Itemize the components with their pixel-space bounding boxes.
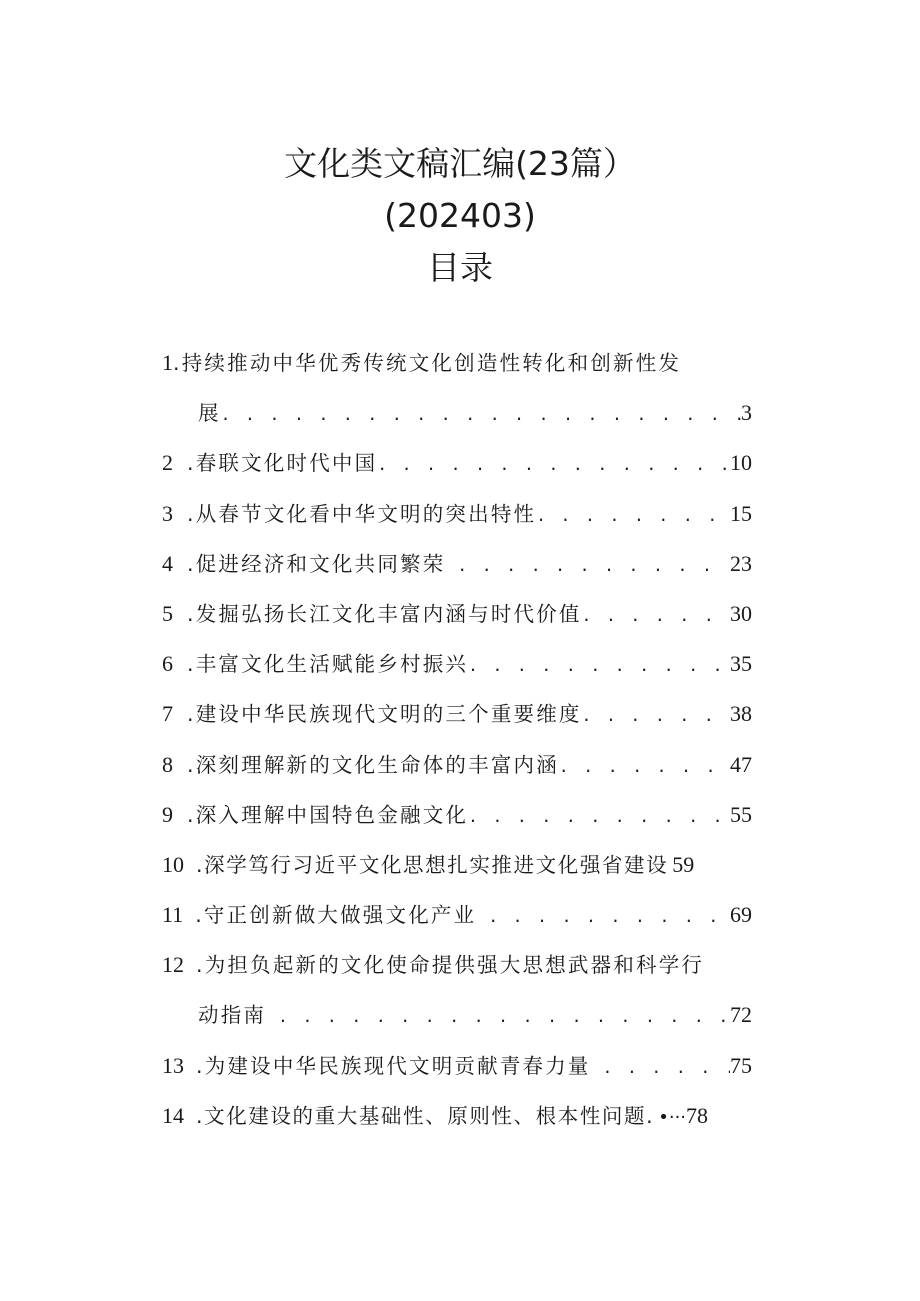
- toc-entry-number: 14: [162, 1102, 184, 1128]
- toc-entry-page: 15: [730, 500, 752, 526]
- toc-entry-number: 5: [162, 600, 173, 626]
- toc-entry-4[interactable]: [162, 539, 752, 589]
- toc-entry-number: 9: [162, 801, 173, 827]
- table-of-contents: [162, 338, 752, 1141]
- toc-entry-page: 72: [730, 1002, 752, 1028]
- toc-entry-number: 10: [162, 851, 184, 877]
- toc-entry-title: .促进经济和文化共同繁荣: [187, 551, 446, 576]
- toc-entry-2[interactable]: [162, 438, 752, 488]
- toc-entry-page: 23: [730, 550, 752, 576]
- toc-entry-title: .深学笃行习近平文化思想扎实推进文化强省建设: [196, 852, 669, 877]
- title-line-3: 目录: [427, 248, 493, 287]
- toc-entry-title: .为建设中华民族现代文明贡献青春力量: [196, 1053, 591, 1078]
- toc-entry-page: 59: [672, 851, 695, 877]
- toc-entry-page: 55: [730, 801, 752, 827]
- toc-entry-page: 30: [730, 600, 752, 626]
- toc-entry-title-continued: 动指南: [198, 1003, 267, 1028]
- toc-entry-page: 10: [730, 450, 752, 476]
- toc-entry-number: 2: [162, 450, 173, 476]
- toc-entry-number: 3: [162, 500, 173, 526]
- toc-leader-dots: [488, 892, 730, 940]
- toc-entry-page: 38: [730, 701, 752, 727]
- toc-leader-dots: [221, 390, 741, 438]
- toc-entry-number: 7: [162, 701, 173, 727]
- toc-leader-dots: [468, 641, 730, 689]
- toc-entry-page: 69: [730, 902, 752, 928]
- toc-entry-5[interactable]: [162, 589, 752, 639]
- toc-entry-10[interactable]: [162, 840, 752, 890]
- toc-entry-title: .从春节文化看中华文明的突出特性: [187, 501, 537, 526]
- toc-entry-title: .文化建设的重大基础性、原则性、根本性问题.: [196, 1103, 655, 1128]
- toc-entry-1-continued[interactable]: [162, 388, 752, 438]
- toc-entry-number: 4: [162, 550, 173, 576]
- toc-entry-title: .深刻理解新的文化生命体的丰富内涵: [187, 752, 559, 777]
- toc-entry-page: 47: [730, 751, 752, 777]
- toc-leader-trail: •···: [658, 1106, 687, 1128]
- toc-entry-8[interactable]: [162, 740, 752, 790]
- document-title: [0, 138, 920, 294]
- title-line-2: (202403): [384, 196, 536, 235]
- title-line-1: 文化类文稿汇编(23篇）: [284, 144, 636, 183]
- toc-entry-title: .持续推动中华优秀传统文化创造性转化和创新性发: [173, 351, 682, 375]
- toc-entry-title: .建设中华民族现代文明的三个重要维度: [187, 702, 582, 727]
- toc-entry-number: 13: [162, 1052, 184, 1078]
- toc-leader-dots: [559, 742, 730, 790]
- toc-entry-page: 78: [686, 1102, 709, 1128]
- toc-entry-12-continued[interactable]: [162, 990, 752, 1040]
- toc-entry-7[interactable]: [162, 689, 752, 739]
- toc-leader-dots: [536, 491, 730, 539]
- toc-entry-1[interactable]: [162, 338, 752, 388]
- toc-entry-title: .为担负起新的文化使命提供强大思想武器和科学行: [196, 953, 705, 978]
- toc-leader-dots: [377, 440, 730, 488]
- toc-entry-number: 12: [162, 952, 184, 978]
- toc-entry-12[interactable]: [162, 940, 752, 990]
- toc-entry-title: .深入理解中国特色金融文化: [187, 802, 469, 827]
- toc-entry-14[interactable]: [162, 1091, 752, 1141]
- toc-entry-title: .春联文化时代中国: [187, 451, 378, 476]
- toc-leader-dots: [582, 591, 730, 639]
- toc-entry-11[interactable]: [162, 890, 752, 940]
- toc-leader-dots: [457, 541, 730, 589]
- toc-leader-dots: [603, 1043, 730, 1091]
- toc-entry-number: 6: [162, 651, 173, 677]
- toc-entry-9[interactable]: [162, 790, 752, 840]
- toc-entry-6[interactable]: [162, 639, 752, 689]
- toc-entry-page: 75: [730, 1052, 752, 1078]
- toc-entry-number: 11: [162, 902, 184, 928]
- toc-entry-page: 35: [730, 651, 752, 677]
- toc-entry-title: .发掘弘扬长江文化丰富内涵与时代价值: [187, 601, 582, 626]
- toc-entry-3[interactable]: [162, 489, 752, 539]
- toc-entry-number: 1: [162, 350, 173, 375]
- toc-leader-dots: [468, 792, 730, 840]
- toc-leader-dots: [278, 992, 730, 1040]
- toc-entry-page: 3: [741, 400, 752, 426]
- toc-entry-title-continued: 展: [198, 401, 221, 426]
- toc-entry-title: .守正创新做大做强文化产业: [195, 903, 477, 928]
- toc-entry-number: 8: [162, 751, 173, 777]
- toc-entry-13[interactable]: [162, 1041, 752, 1091]
- toc-leader-dots: [582, 691, 730, 739]
- toc-entry-title: .丰富文化生活赋能乡村振兴: [187, 652, 469, 677]
